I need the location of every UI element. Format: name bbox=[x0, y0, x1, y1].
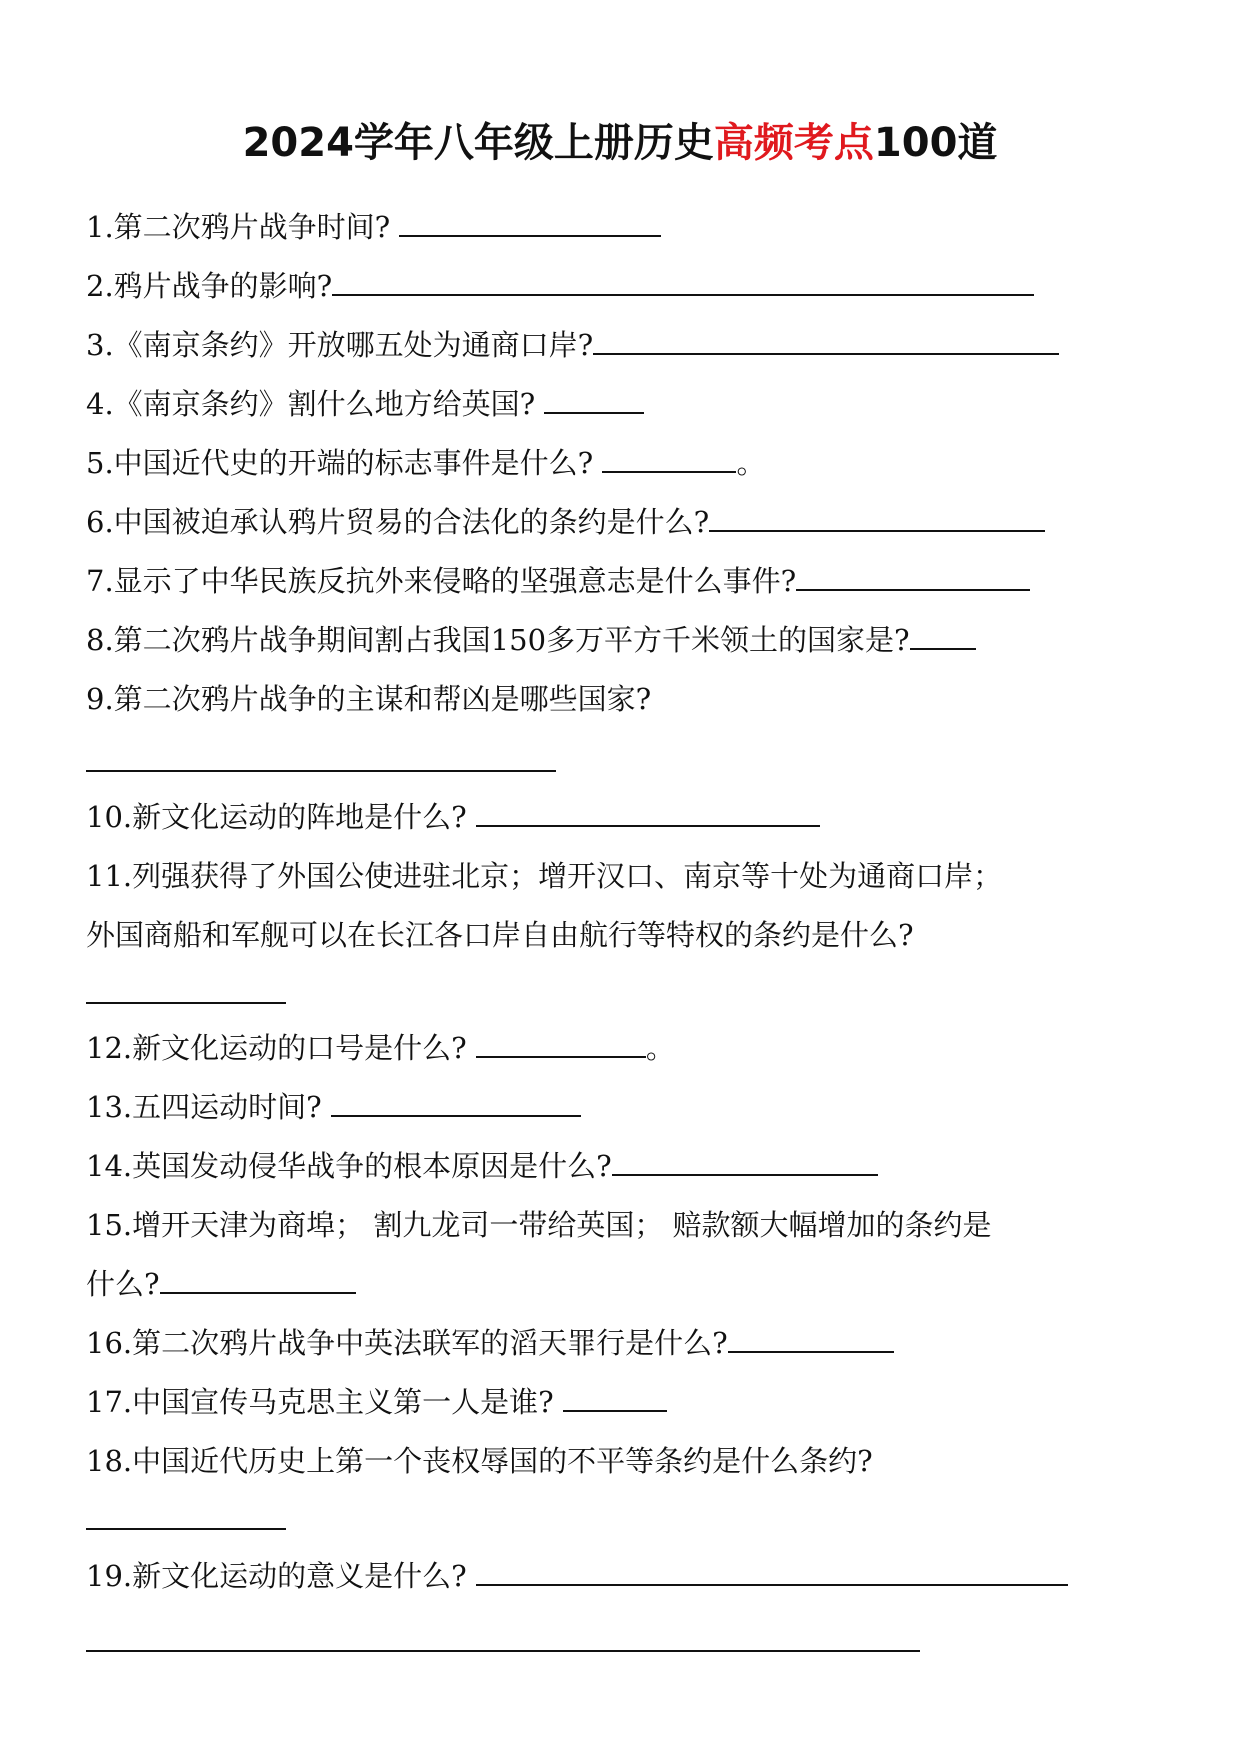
answer-blank[interactable] bbox=[544, 384, 644, 414]
answer-blank[interactable] bbox=[910, 620, 976, 650]
question-4 bbox=[86, 384, 644, 424]
question-text: 什么? bbox=[86, 1267, 160, 1301]
question-14 bbox=[86, 1146, 878, 1186]
question-text: 16.第二次鸦片战争中英法联军的滔天罪行是什么? bbox=[86, 1326, 728, 1360]
question-19 bbox=[86, 1556, 1068, 1596]
question-text: 7.显示了中华民族反抗外来侵略的坚强意志是什么事件? bbox=[86, 564, 797, 598]
answer-blank[interactable] bbox=[602, 443, 736, 473]
answer-blank[interactable] bbox=[160, 1264, 356, 1294]
question-1 bbox=[86, 207, 661, 247]
question-text: 2.鸦片战争的影响? bbox=[86, 269, 333, 303]
answer-blank[interactable] bbox=[476, 1556, 1068, 1586]
question-text: 11.列强获得了外国公使进驻北京；增开汉口、南京等十处为通商口岸； bbox=[86, 859, 1003, 893]
answer-blank[interactable] bbox=[728, 1323, 894, 1353]
question-16 bbox=[86, 1323, 894, 1363]
title-prefix: 2024学年八年级上册历史 bbox=[242, 120, 714, 166]
question-3 bbox=[86, 325, 1059, 365]
question-17 bbox=[86, 1382, 667, 1422]
answer-blank-q9[interactable] bbox=[86, 770, 556, 772]
question-15 bbox=[86, 1205, 992, 1245]
question-text: 外国商船和军舰可以在长江各口岸自由航行等特权的条约是什么? bbox=[86, 918, 914, 952]
question-12 bbox=[86, 1028, 675, 1068]
question-text: 9.第二次鸦片战争的主谋和帮凶是哪些国家? bbox=[86, 682, 652, 716]
question-tail: 。 bbox=[645, 1031, 675, 1065]
answer-blank-q11[interactable] bbox=[86, 1002, 286, 1004]
question-text: 6.中国被迫承认鸦片贸易的合法化的条约是什么? bbox=[86, 505, 710, 539]
answer-blank-q19-line2[interactable] bbox=[86, 1650, 920, 1652]
question-text: 4.《南京条约》割什么地方给英国? bbox=[86, 387, 545, 421]
answer-blank[interactable] bbox=[332, 266, 1034, 296]
question-text: 18.中国近代历史上第一个丧权辱国的不平等条约是什么条约? bbox=[86, 1444, 873, 1478]
answer-blank[interactable] bbox=[612, 1146, 878, 1176]
question-tail: 。 bbox=[736, 446, 766, 480]
answer-blank[interactable] bbox=[709, 502, 1045, 532]
question-text: 12.新文化运动的口号是什么? bbox=[86, 1031, 476, 1065]
question-2 bbox=[86, 266, 1034, 306]
question-15-continued bbox=[86, 1264, 356, 1304]
question-text: 10.新文化运动的阵地是什么? bbox=[86, 800, 476, 834]
question-text: 8.第二次鸦片战争期间割占我国150多万平方千米领土的国家是? bbox=[86, 623, 910, 657]
question-13 bbox=[86, 1087, 581, 1127]
question-11 bbox=[86, 856, 1002, 896]
question-9 bbox=[86, 679, 651, 719]
answer-blank[interactable] bbox=[476, 1028, 646, 1058]
answer-blank[interactable] bbox=[796, 561, 1030, 591]
question-text: 13.五四运动时间? bbox=[86, 1090, 331, 1124]
question-text: 19.新文化运动的意义是什么? bbox=[86, 1559, 476, 1593]
question-6 bbox=[86, 502, 1045, 542]
title-highlight: 高频考点 bbox=[713, 120, 874, 166]
answer-blank[interactable] bbox=[331, 1087, 581, 1117]
question-text: 3.《南京条约》开放哪五处为通商口岸? bbox=[86, 328, 594, 362]
question-text: 5.中国近代史的开端的标志事件是什么? bbox=[86, 446, 603, 480]
question-8 bbox=[86, 620, 976, 660]
question-text: 14.英国发动侵华战争的根本原因是什么? bbox=[86, 1149, 612, 1183]
question-text: 1.第二次鸦片战争时间? bbox=[86, 210, 400, 244]
question-7 bbox=[86, 561, 1030, 601]
question-18 bbox=[86, 1441, 873, 1481]
answer-blank[interactable] bbox=[399, 207, 661, 237]
question-5 bbox=[86, 443, 765, 483]
page-title bbox=[0, 115, 1240, 171]
question-text: 15.增开天津为商埠； 割九龙司一带给英国； 赔款额大幅增加的条约是 bbox=[86, 1208, 992, 1242]
question-text: 17.中国宣传马克思主义第一人是谁? bbox=[86, 1385, 563, 1419]
title-suffix: 100道 bbox=[873, 120, 998, 166]
question-11-continued bbox=[86, 915, 914, 955]
answer-blank[interactable] bbox=[563, 1382, 667, 1412]
answer-blank[interactable] bbox=[476, 797, 820, 827]
question-10 bbox=[86, 797, 820, 837]
answer-blank-q18[interactable] bbox=[86, 1528, 286, 1530]
answer-blank[interactable] bbox=[593, 325, 1059, 355]
